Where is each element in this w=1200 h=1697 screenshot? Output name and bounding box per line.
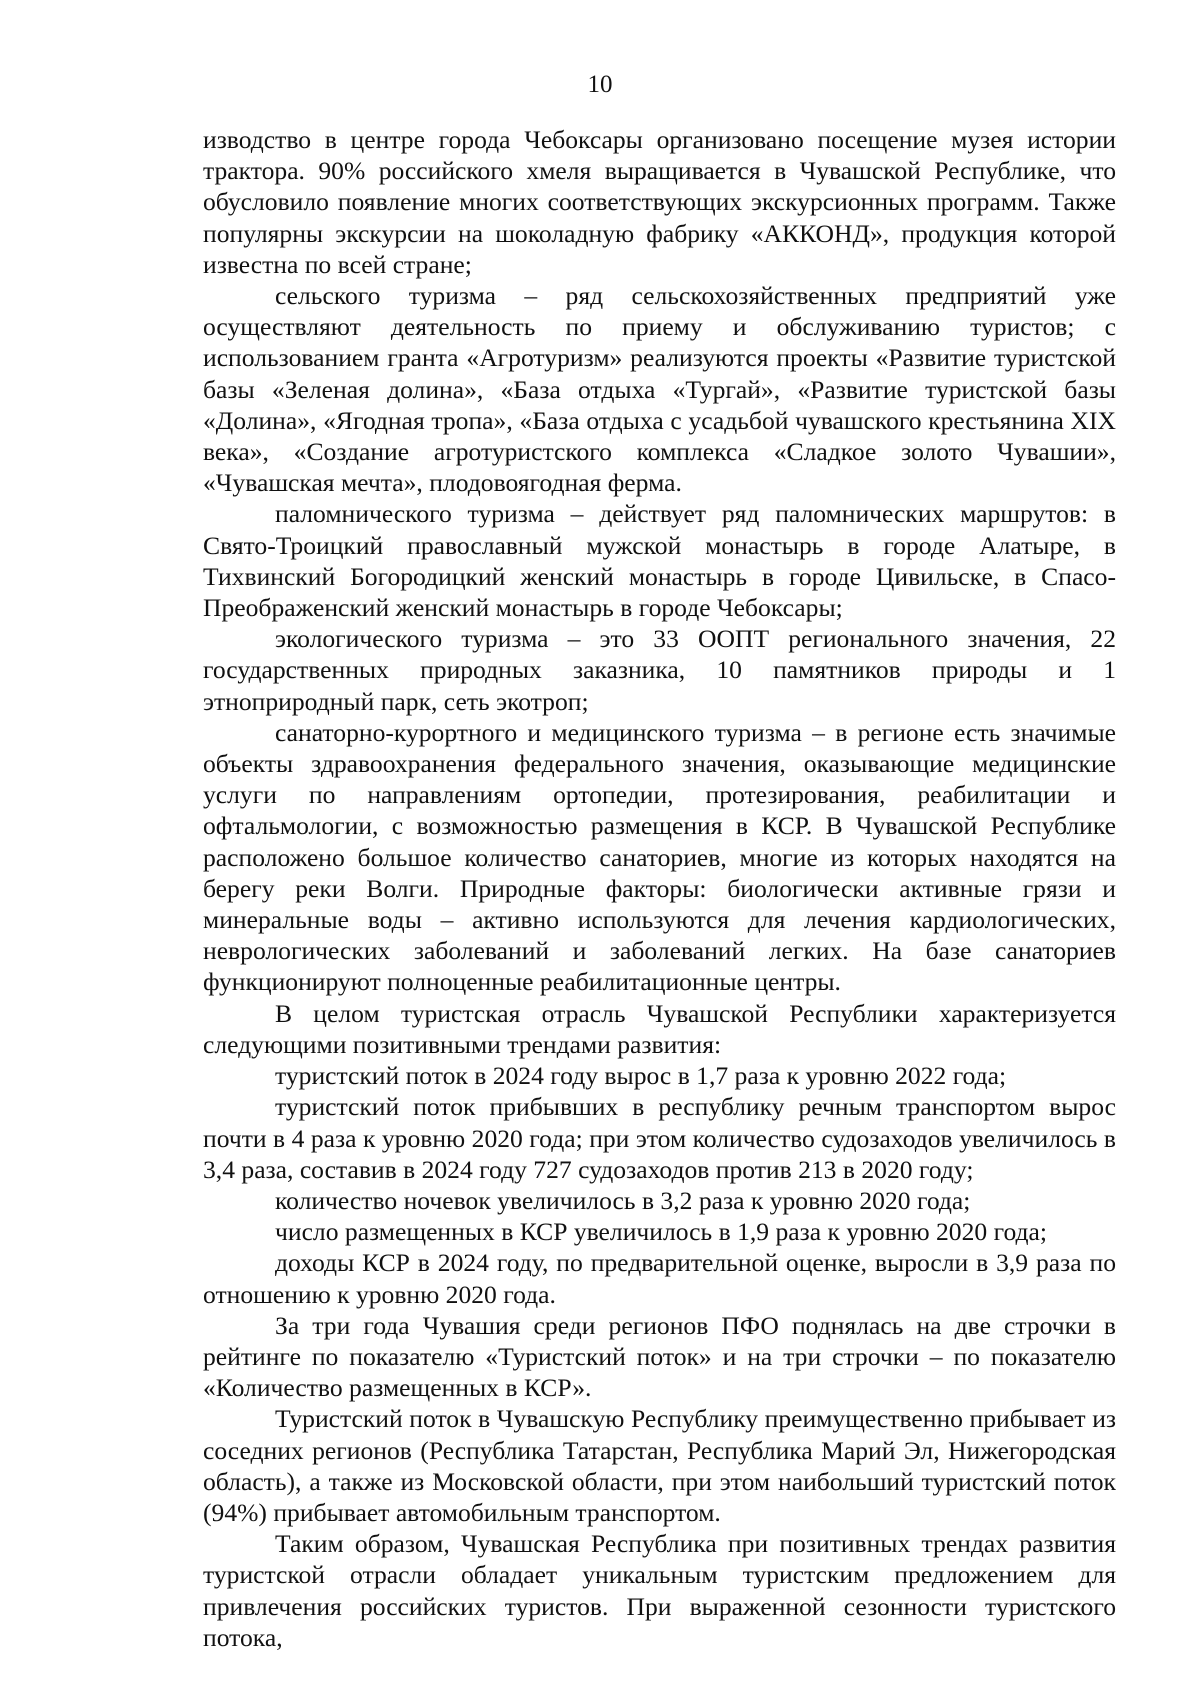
- paragraph-ecological-tourism: экологического туризма – это 33 ООПТ регионального значения, 22 государственных природных заказника, 10 памятников природы и 1 этноприродный парк, сеть экотроп;: [203, 624, 1116, 716]
- paragraph-trend-accommodated: число размещенных в КСР увеличилось в 1,9 раза к уровню 2020 года;: [275, 1217, 1048, 1247]
- paragraph-trends-intro: В целом туристская отрасль Чувашской Республики характеризуется следующими позитивными трендами развития:: [203, 998, 1116, 1059]
- paragraph-trend-river-transport: туристский поток прибывших в республику речным транспортом вырос почти в 4 раза к уровню 2020 года; при этом количество судозаходов увеличилось в 3,4 раза, составив в 2024 году 727 судозаходов против 213 в 2020 году;: [203, 1092, 1116, 1184]
- paragraph-medical-tourism: санаторно-курортного и медицинского туризма – в регионе есть значимые объекты здравоохранения федерального значения, оказывающие медицинские услуги по направлениям ортопедии, протезирования, реабилитации и офтальмологии, с возможностью размещения в КСР. В Чувашской Республике расположено большое количество санаториев, многие из которых находятся на берегу реки Волги. Природные факторы: биологически активные грязи и минеральные воды – активно используются для лечения кардиологических, неврологических заболеваний и заболеваний легких. На базе санаториев функционируют полноценные реабилитационные центры.: [203, 717, 1116, 997]
- page-number: 10: [587, 71, 613, 98]
- paragraph-pilgrimage-tourism: паломнического туризма – действует ряд паломнических маршрутов: в Свято-Троицкий православный мужской монастырь в городе Алатыре, в Тихвинский Богородицкий женский монастырь в городе Цивильске, в Спасо-Преображенский женский монастырь в городе Чебоксары;: [203, 499, 1116, 623]
- paragraph-rating: За три года Чувашия среди регионов ПФО поднялась на две строчки в рейтинге по показателю «Туристский поток» и на три строчки – по показателю «Количество размещенных в КСР».: [203, 1310, 1116, 1403]
- paragraph-trend-tourist-flow: туристский поток в 2024 году вырос в 1,7 раза к уровню 2022 года;: [275, 1061, 1007, 1091]
- paragraph-conclusion: Таким образом, Чувашская Республика при позитивных трендах развития туристской отрасли обладает уникальным туристским предложением для привлечения российских туристов. При выраженной сезонности туристского потока,: [203, 1529, 1116, 1652]
- paragraph-source-regions: Туристский поток в Чувашскую Республику преимущественно прибывает из соседних регионов (Республика Татарстан, Республика Марий Эл, Нижегородская область), а также из Московской области, при этом наибольший туристский поток (94%) прибывает автомобильным транспортом.: [203, 1404, 1116, 1527]
- paragraph-industrial-tourism: изводство в центре города Чебоксары организовано посещение музея истории трактора. 90% российского хмеля выращивается в Чувашской Республике, что обусловило появление многих соответствующих экскурсионных программ. Также популярны экскурсии на шоколадную фабрику «АККОНД», продукция которой известна по всей стране;: [203, 125, 1116, 279]
- paragraph-trend-income: доходы КСР в 2024 году, по предварительной оценке, выросли в 3,9 раза по отношению к уровню 2020 года.: [203, 1248, 1116, 1309]
- paragraph-rural-tourism: сельского туризма – ряд сельскохозяйственных предприятий уже осуществляют деятельность по приему и обслуживанию туристов; с использованием гранта «Агротуризм» реализуются проекты «Развитие туристской базы «Зеленая долина», «База отдыха «Тургай», «Развитие туристской базы «Долина», «Ягодная тропа», «База отдыха с усадьбой чувашского крестьянина XIX века», «Создание агротуристского комплекса «Сладкое золото Чувашии», «Чувашская мечта», плодовоягодная ферма.: [203, 281, 1116, 498]
- paragraph-trend-overnight-stays: количество ночевок увеличилось в 3,2 раза к уровню 2020 года;: [275, 1185, 971, 1215]
- body-text: [203, 124, 1116, 1653]
